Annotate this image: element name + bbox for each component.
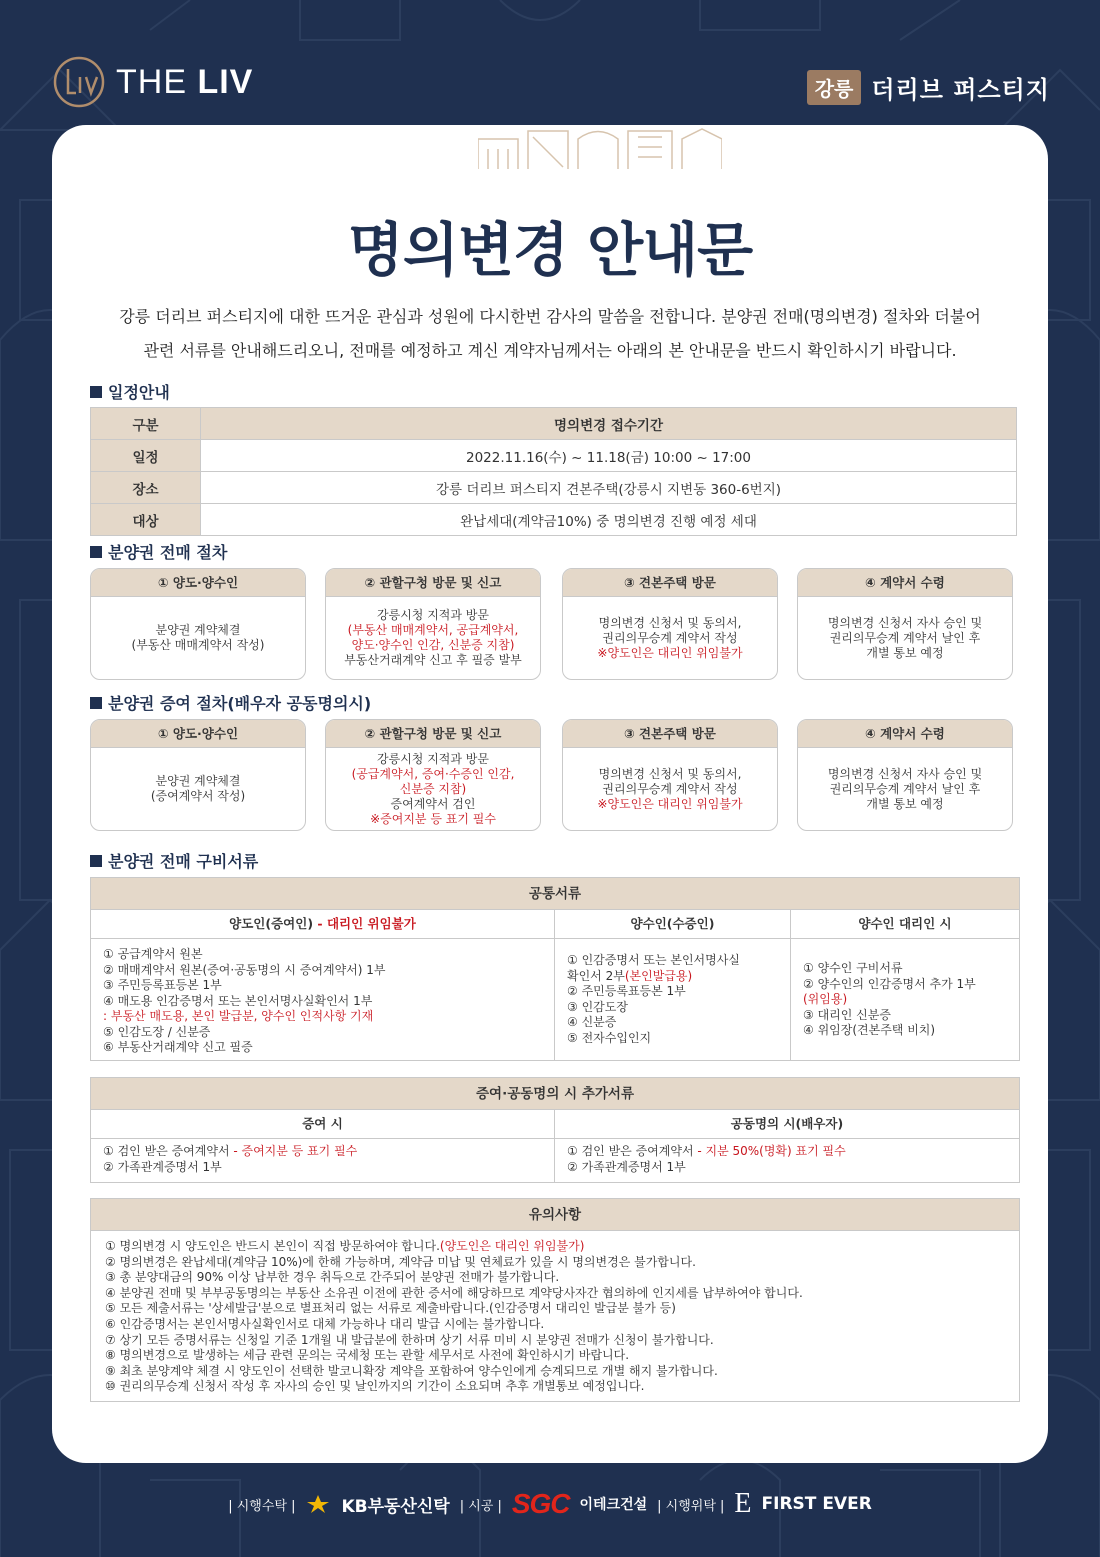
common-docs-body [91,939,1019,1061]
list-item: ② 양수인의 인감증명서 추가 1부 [803,976,976,991]
step-head: ④ 계약서 수령 [798,720,1012,748]
step-line: 명의변경 신청서 자사 승인 및 [827,615,983,630]
row-label: 장소 [91,472,201,504]
step-head: ① 양도·양수인 [91,569,305,597]
step-line-red: ※양도인은 대리인 위임불가 [597,796,743,811]
footer-label-developer: | 시행위탁 | [657,1498,725,1514]
logo-wordmark [116,63,253,102]
transferee-docs [555,939,791,1061]
list-item: ⑥ 부동산거래계약 신고 필증 [103,1040,253,1054]
row-label: 대상 [91,504,201,536]
col-header-transferee: 양수인(수증인) [555,910,791,938]
step-head: ③ 견본주택 방문 [563,720,777,748]
list-item: ④ 위임장(견본주택 비치) [803,1023,936,1037]
step-line-red: ※양도인은 대리인 위임불가 [597,645,743,660]
list-item [103,1144,542,1160]
step-line: 명의변경 신청서 자사 승인 및 [827,766,983,781]
transferor-docs [91,939,555,1061]
list-text: ① 검인 받은 증여계약서 [103,1144,230,1158]
list-item: ⑤ 모든 제출서류는 '상세발급'분으로 별표처리 없는 서류로 제출바랍니다.(인감증명서 대리인 발급분 불가 등) [105,1301,676,1316]
step-line-red: (부동산 매매계약서, 공급계약서, [347,623,519,637]
step-line: 분양권 계약체결 [155,623,241,637]
step-line-red: ※증여지분 등 표기 필수 [370,811,496,826]
step-body [798,748,1012,830]
extra-docs-title: 증여·공동명의 시 추가서류 [91,1078,1019,1110]
step-line: 강릉시청 지적과 방문 [377,751,489,766]
list-item: ⑦ 상기 모든 증명서류는 신청일 기준 1개월 내 발급분에 한하며 상기 서류 미비 시 분양권 전매가 신청이 불가합니다. [105,1332,714,1347]
common-docs-columns [91,910,1019,939]
liv-emblem-icon [52,55,106,109]
notes-list [91,1231,1019,1403]
gift-docs [91,1139,555,1183]
step-line: 분양권 계약체결 [155,774,241,788]
step-body [563,597,777,679]
step-line: 권리의무승계 계약서 작성 [602,630,738,645]
resale-step-4 [797,568,1013,680]
list-text: ① 검인 받은 증여계약서 [567,1144,694,1158]
list-text-red: - 증여지분 등 표기 필수 [229,1144,358,1158]
section-title-docs [90,849,258,872]
gift-step-4 [797,719,1013,831]
list-item-red: (위임용) [803,992,848,1006]
list-item: ① 양수인 구비서류 [803,961,903,975]
step-line: 부동산거래계약 신고 후 필증 발부 [344,653,522,667]
resale-steps [90,568,1020,680]
gift-step-2 [325,719,541,831]
step-line-red: (공급계약서, 증여·수증인 인감, [351,766,515,781]
step-line: 개별 통보 예정 [866,645,944,660]
section-title-text: 일정안내 [108,383,170,402]
list-item: ④ 신분증 [567,1015,617,1029]
step-line: 명의변경 신청서 및 동의서, [598,766,742,781]
section-title-text: 분양권 전매 절차 [108,543,228,562]
step-head: ② 관할구청 방문 및 신고 [326,569,540,597]
footer-sponsors [0,1488,1100,1520]
list-item: ② 가족관계증명서 1부 [567,1159,686,1174]
common-docs-table [90,877,1020,1061]
row-label: 일정 [91,440,201,472]
col-header-gift: 증여 시 [91,1110,555,1138]
building-deco-icon [478,127,722,169]
row-value: 완납세대(계약금10%) 중 명의변경 진행 예정 세대 [201,504,1017,536]
step-line: 증여계약서 검인 [390,796,476,811]
notes-title: 유의사항 [91,1199,1019,1231]
list-item: ④ 매도용 인감증명서 또는 본인서명사실확인서 1부 [103,993,373,1008]
step-line: 권리의무승계 계약서 작성 [602,781,738,796]
step-head: ③ 견본주택 방문 [563,569,777,597]
step-line: (증여계약서 작성) [150,789,246,803]
first-ever-mark: E [734,1488,752,1519]
resale-step-1 [90,568,306,680]
step-head: ② 관할구청 방문 및 신고 [326,720,540,748]
list-text: ① 명의변경 시 양도인은 반드시 본인이 직접 방문하여야 합니다. [105,1239,440,1253]
col-header-text: 양도인(증여인) [229,916,314,931]
list-item: ③ 인감도장 [567,999,628,1014]
footer-label-builder: | 시공 | [459,1498,502,1514]
list-item: ⑨ 최초 분양계약 체결 시 양도인이 선택한 발코니확장 계약을 포함하여 양수인에게 승계되므로 개별 해지 불가합니다. [105,1363,718,1378]
list-item: ① 공급계약서 원본 [103,947,203,961]
agent-docs [791,939,1019,1061]
common-docs-title: 공통서류 [91,878,1019,910]
intro-text [92,300,1008,368]
list-item: ⑤ 인감도장 / 신분증 [103,1024,211,1039]
list-item: ⑩ 권리의무승계 신청서 작성 후 자사의 승인 및 날인까지의 기간이 소요되며 추후 개별통보 예정입니다. [105,1379,645,1394]
page-title: 명의변경 안내문 [347,216,753,284]
gift-step-1 [90,719,306,831]
list-item [567,969,778,985]
extra-docs-table [90,1077,1020,1183]
footer-label-trustee: | 시행수탁 | [228,1498,296,1514]
step-line-red: 신분증 지참) [399,781,467,796]
table-row [91,408,1017,440]
col-header-transferor [91,910,555,938]
sgc-logo: SGC [511,1488,570,1519]
section-title-schedule [90,380,170,403]
list-text-red: (양도인은 대리인 위임불가) [439,1239,585,1253]
step-body [326,597,540,679]
region-badge: 강릉 [807,70,862,105]
intro-line-2: 관련 서류를 안내해드리오니, 전매를 예정하고 계신 계약자님께서는 아래의 본 안내문을 반드시 확인하시기 바랍니다. [143,341,957,360]
step-line: 권리의무승계 계약서 날인 후 [829,781,981,796]
section-square-icon [90,386,102,398]
step-body [798,597,1012,679]
list-text: 확인서 2부 [567,968,625,983]
gift-steps [90,719,1020,831]
list-item: ① 인감증명서 또는 본인서명사실 [567,953,740,967]
section-title-resale [90,540,227,563]
table-header-cell: 구분 [91,408,201,440]
list-item: ② 가족관계증명서 1부 [103,1159,222,1174]
list-text-red: - 지분 50%(명확) 표기 필수 [693,1144,846,1158]
list-item-red: : 부동산 매도용, 본인 발급분, 양수인 인적사항 기재 [103,1009,374,1023]
list-item: ② 주민등록표등본 1부 [567,984,686,998]
joint-docs [555,1139,1019,1183]
step-body [91,748,305,830]
brand-first-ever: FIRST EVER [761,1494,872,1514]
step-line: 강릉시청 지적과 방문 [377,608,489,622]
list-item [105,1239,1005,1255]
step-head: ① 양도·양수인 [91,720,305,748]
list-item: ⑥ 인감증명서는 본인서명사실확인서로 대체 가능하나 대리 발급 시에는 불가합니다. [105,1316,545,1331]
notice-card [52,125,1048,1463]
resale-step-2 [325,568,541,680]
intro-line-1: 강릉 더리브 퍼스티지에 대한 뜨거운 관심과 성원에 다시한번 감사의 말씀을 전합니다. 분양권 전매(명의변경) 절차와 더불어 [119,307,981,326]
resale-step-3 [562,568,778,680]
logo-text-liv: LIV [197,62,254,101]
table-row [91,504,1017,536]
col-header-agent: 양수인 대리인 시 [858,916,952,931]
col-header-red: - 대리인 위임불가 [313,916,416,931]
step-line: 명의변경 신청서 및 동의서, [598,615,742,630]
list-text-red: (본인발급용) [624,968,693,983]
step-line-red: 양도·양수인 인감, 신분증 지참) [351,638,515,652]
brand-sgc: 이테크건설 [579,1497,648,1513]
step-line: 개별 통보 예정 [866,796,944,811]
site-title: 더리브 퍼스티지 [871,76,1050,104]
list-item: ③ 총 분양대금의 90% 이상 납부한 경우 취득으로 간주되어 분양권 전매가 불가합니다. [105,1270,560,1285]
list-item: ⑤ 전자수입인지 [567,1030,652,1045]
section-square-icon [90,697,102,709]
table-header-cell: 명의변경 접수기간 [201,408,1017,440]
section-title-text: 분양권 전매 구비서류 [108,852,259,871]
step-body [326,748,540,830]
list-item: ② 매매계약서 원본(증여·공동명의 시 증여계약서) 1부 [103,962,386,977]
step-body [563,748,777,830]
brand-kb: KB부동산신탁 [341,1496,450,1517]
section-square-icon [90,546,102,558]
kb-star-icon [305,1493,331,1515]
section-title-gift [90,691,371,714]
step-line: (부동산 매매계약서 작성) [131,638,265,652]
schedule-table [90,407,1017,536]
table-row [91,472,1017,504]
step-head: ④ 계약서 수령 [798,569,1012,597]
list-item: ③ 대리인 신분증 [803,1007,891,1022]
section-title-text: 분양권 증여 절차(배우자 공동명의시) [108,694,372,713]
notes-box [90,1198,1020,1402]
the-liv-logo [52,55,253,109]
site-name [807,70,1050,105]
list-item: ④ 분양권 전매 및 부부공동명의는 부동산 소유권 이전에 관한 증서에 해당하므로 계약당사자간 협의하에 인지세를 납부하여야 합니다. [105,1285,803,1300]
row-value: 강릉 더리브 퍼스티지 견본주택(강릉시 지변동 360-6번지) [201,472,1017,504]
list-item: ③ 주민등록표등본 1부 [103,978,222,992]
col-header-joint: 공동명의 시(배우자) [730,1116,844,1131]
row-value: 2022.11.16(수) ~ 11.18(금) 10:00 ~ 17:00 [201,440,1017,472]
step-line: 권리의무승계 계약서 날인 후 [829,630,981,645]
list-item: ⑧ 명의변경으로 발생하는 세금 관련 문의는 국세청 또는 관할 세무서로 사전에 확인하시기 바랍니다. [105,1348,630,1363]
table-row [91,440,1017,472]
gift-step-3 [562,719,778,831]
list-item: ② 명의변경은 완납세대(계약금 10%)에 한해 가능하며, 계약금 미납 및 연체료가 있을 시 명의변경은 불가합니다. [105,1254,696,1269]
logo-text-the: THE [116,62,187,101]
extra-docs-body [91,1139,1019,1183]
extra-docs-columns [91,1110,1019,1139]
step-body [91,597,305,679]
list-item [567,1144,1007,1160]
section-square-icon [90,855,102,867]
